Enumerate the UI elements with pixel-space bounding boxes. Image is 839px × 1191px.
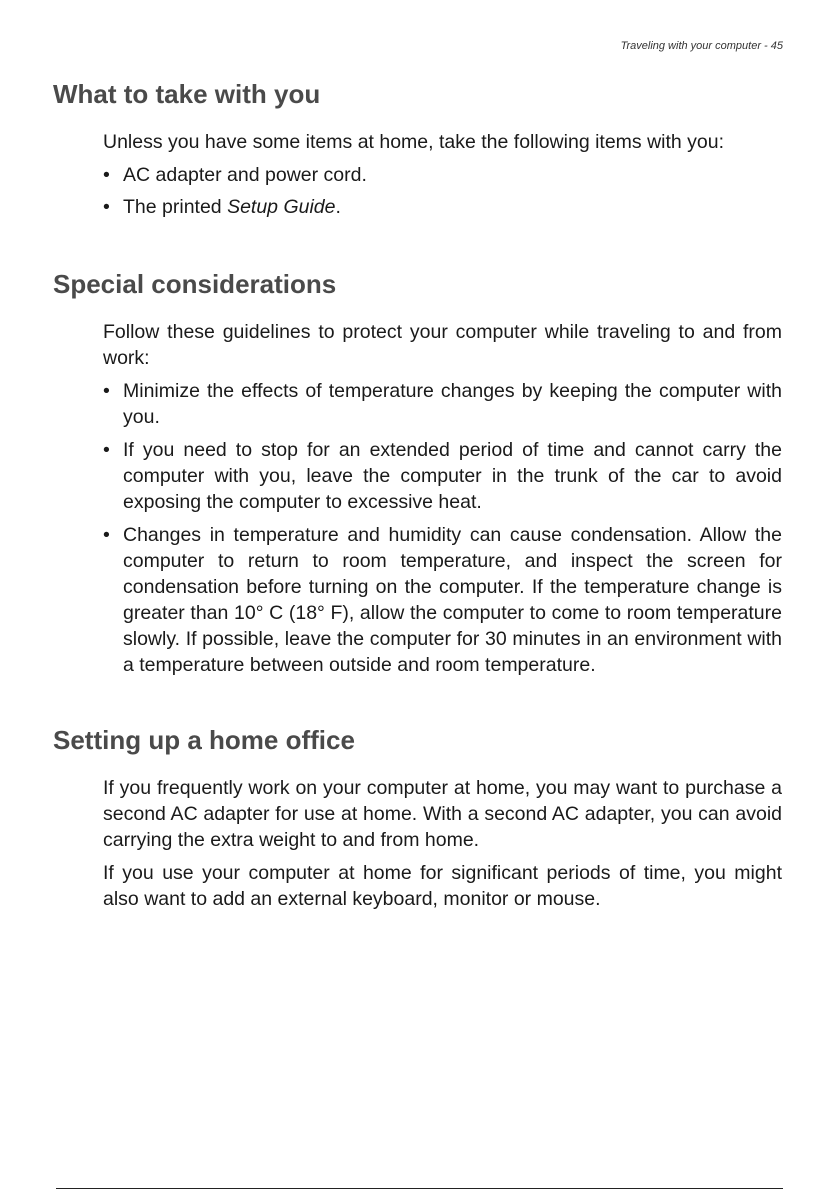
footer-rule bbox=[56, 1188, 783, 1189]
body-paragraph: If you use your computer at home for significant periods of time, you might also want to add an external keyboard, monitor or mouse. bbox=[103, 862, 782, 910]
running-header: Traveling with your computer - 45 bbox=[620, 40, 783, 52]
section-heading: What to take with you bbox=[53, 79, 321, 109]
section-heading: Setting up a home office bbox=[53, 725, 355, 755]
intro-paragraph: Follow these guidelines to protect your computer while traveling to and from work: bbox=[103, 321, 782, 369]
section-heading: Special considerations bbox=[53, 269, 337, 299]
section-body bbox=[103, 129, 782, 220]
list-item bbox=[103, 162, 782, 188]
list-item-text: If you need to stop for an extended period of time and cannot carry the computer with you, leave the computer in the trunk of the car to avoid exposing the computer to excessive heat. bbox=[123, 439, 782, 513]
bullet-icon: • bbox=[103, 380, 110, 402]
list-item bbox=[103, 522, 782, 678]
list-item bbox=[103, 194, 782, 220]
list-item-text: Changes in temperature and humidity can cause condensation. Allow the computer to return to room temperature, and inspect the screen for condensation before turning on the computer. If the temperature change is greater than 10° C (18° F), allow the computer to come to room temperature slowly. If possible, leave the computer for 30 minutes in an environment with a temperature between outside and room temperature. bbox=[123, 524, 782, 676]
bullet-list bbox=[103, 378, 782, 678]
setup-guide-title: Setup Guide bbox=[227, 196, 336, 218]
bullet-icon: • bbox=[103, 524, 110, 546]
list-item bbox=[103, 378, 782, 430]
bullet-list bbox=[103, 162, 782, 220]
section-body bbox=[103, 775, 782, 912]
list-item-text: Minimize the effects of temperature changes by keeping the computer with you. bbox=[123, 380, 782, 428]
list-item-text: The printed bbox=[123, 196, 228, 218]
intro-paragraph: Unless you have some items at home, take the following items with you: bbox=[103, 131, 725, 153]
body-paragraph: If you frequently work on your computer at home, you may want to purchase a second AC adapter for use at home. With a second AC adapter, you can avoid carrying the extra weight to and from home. bbox=[103, 777, 782, 851]
bullet-icon: • bbox=[103, 164, 110, 186]
list-item-text-end: . bbox=[335, 196, 341, 218]
list-item bbox=[103, 437, 782, 515]
list-item-text: AC adapter and power cord. bbox=[123, 164, 367, 186]
bullet-icon: • bbox=[103, 439, 110, 461]
section-body bbox=[103, 319, 782, 678]
bullet-icon: • bbox=[103, 196, 110, 218]
